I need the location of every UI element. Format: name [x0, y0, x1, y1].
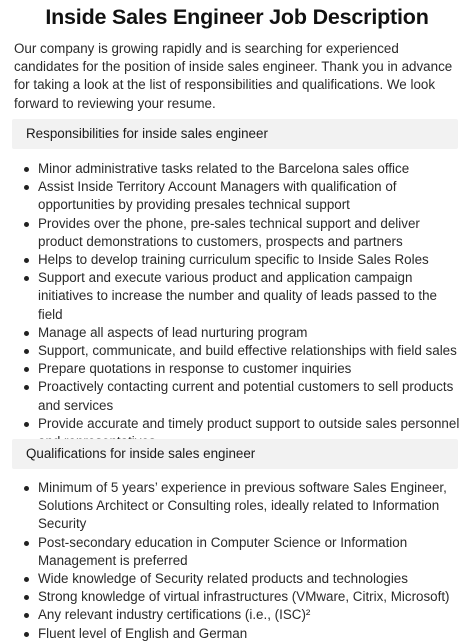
qualifications-list	[22, 479, 462, 643]
list-item: Manage all aspects of lead nurturing program	[22, 324, 462, 342]
list-item: Support, communicate, and build effective relationships with field sales	[22, 342, 462, 360]
list-item: Support and execute various product and application campaign initiatives to increase the number and quality of leads passed to the field	[22, 269, 462, 324]
list-item: Proactively contacting current and potential customers to sell products and services	[22, 378, 462, 414]
list-item: Fluent level of English and German	[22, 625, 462, 643]
qualifications-heading: Qualifications for inside sales engineer	[12, 439, 458, 469]
responsibilities-heading: Responsibilities for inside sales engineer	[12, 119, 458, 149]
list-item: Helps to develop training curriculum specific to Inside Sales Roles	[22, 251, 462, 269]
list-item: Wide knowledge of Security related products and technologies	[22, 570, 462, 588]
list-item: Prepare quotations in response to customer inquiries	[22, 360, 462, 378]
list-item: Post-secondary education in Computer Science or Information Management is preferred	[22, 534, 462, 570]
list-item: Minor administrative tasks related to the Barcelona sales office	[22, 160, 462, 178]
list-item: Strong knowledge of virtual infrastructures (VMware, Citrix, Microsoft)	[22, 588, 462, 606]
list-item: Provide accurate and timely product support to outside sales personnel	[22, 415, 462, 451]
list-item: Provides over the phone, pre-sales technical support and deliver product demonstrations to customers, prospects and partners	[22, 215, 462, 251]
intro-paragraph: Our company is growing rapidly and is searching for experienced candidates for the position of inside sales engineer. Thank you in advance for taking a look at the list of responsibilities and qualifications. We look forward to reviewing your resume.	[14, 41, 453, 111]
list-item: Minimum of 5 years’ experience in previous software Sales Engineer, Solutions Architect or Consulting roles, ideally related to Information Security	[22, 479, 462, 534]
list-item: Assist Inside Territory Account Managers with qualification of opportunities by providing presales technical support	[22, 178, 462, 214]
responsibilities-list	[22, 160, 462, 451]
page-title: Inside Sales Engineer Job Description	[45, 5, 429, 29]
list-item: Any relevant industry certifications (i.e., (ISC)²	[22, 606, 462, 624]
